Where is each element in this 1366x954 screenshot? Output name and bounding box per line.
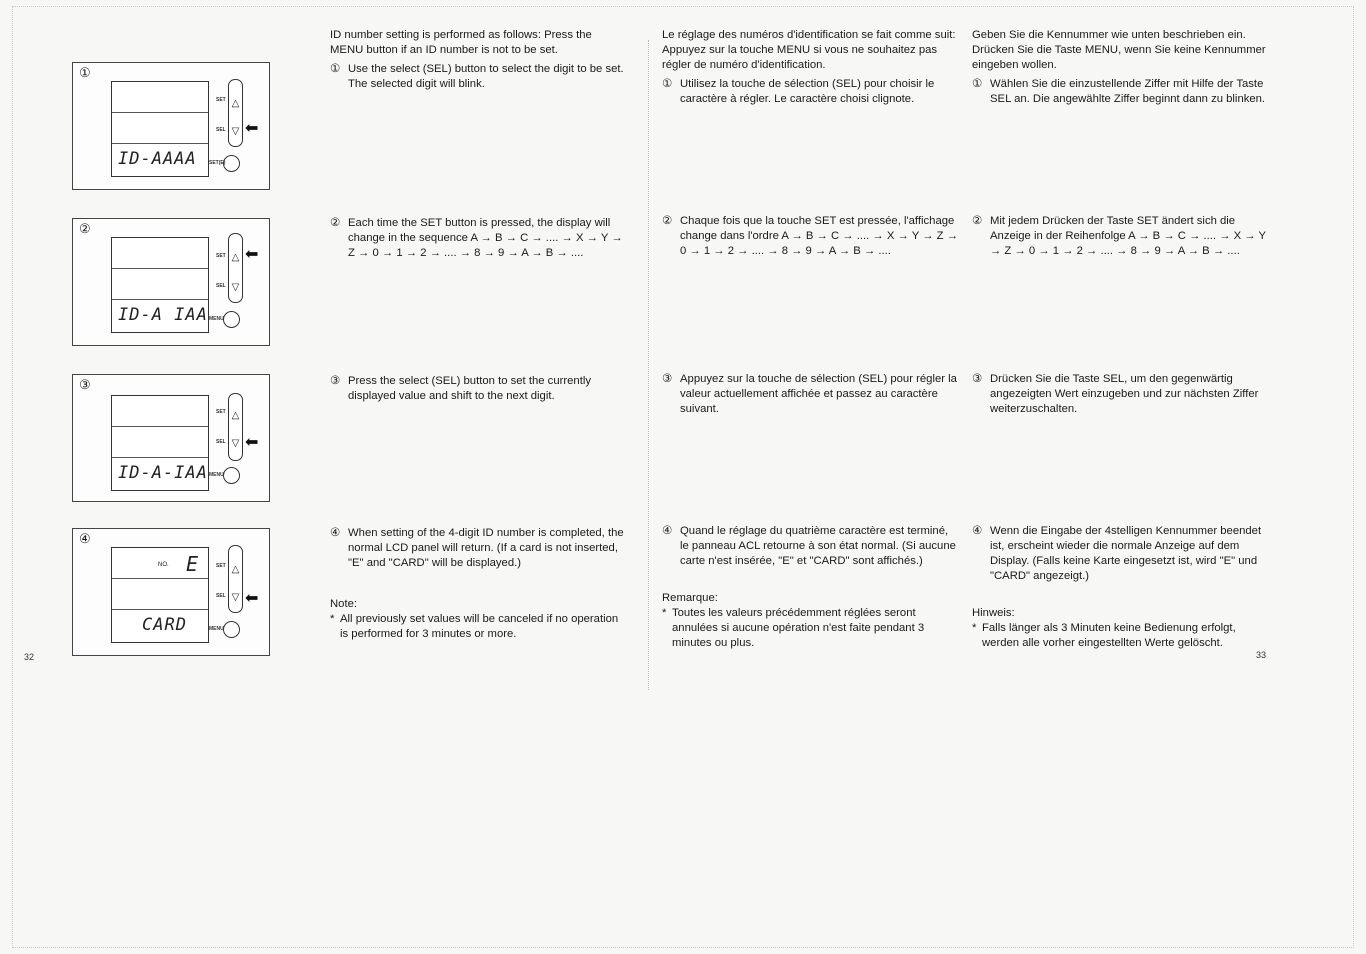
lcd-display <box>111 395 209 491</box>
note-bullet: * <box>972 622 977 634</box>
lcd-text: ID-A-IAA <box>118 463 208 483</box>
english-note: All previously set values will be canceled if no operation is performed for 3 minutes or more. <box>340 613 619 640</box>
english-note-title: Note: <box>330 598 358 610</box>
down-triangle-icon: ▽ <box>231 282 240 293</box>
english-step-3-block <box>330 374 624 404</box>
up-triangle-icon: △ <box>231 564 240 575</box>
english-column <box>330 28 624 92</box>
step-marker: ④ <box>330 527 341 539</box>
sel-label: SEL <box>216 593 226 599</box>
german-step-3-block <box>972 372 1268 417</box>
set-label: SET <box>216 563 226 569</box>
step-marker: ④ <box>972 525 983 537</box>
bottom-button[interactable] <box>223 311 240 328</box>
german-column <box>972 28 1268 107</box>
bottom-button[interactable] <box>223 621 240 638</box>
sel-label: SEL <box>216 439 226 445</box>
french-note: Toutes les valeurs précédemment réglées seront annulées si aucune opération n'est faite pendant 3 minutes ou plus. <box>672 607 925 649</box>
step-marker: ① <box>662 78 673 90</box>
english-step-1: Use the select (SEL) button to select the digit to be set. The selected digit will blink. <box>348 63 624 90</box>
figure-2 <box>72 218 270 346</box>
column-divider <box>648 40 649 690</box>
english-step-2: Each time the SET button is pressed, the display will change in the sequence A → B → C → .... → X → Y → Z → 0 → 1 → 2 → .... → 8 → 9 → A → B → .... <box>348 217 623 259</box>
step-marker: ② <box>662 215 673 227</box>
figure-1 <box>72 62 270 190</box>
set-label: SET <box>216 253 226 259</box>
german-step-1: Wählen Sie die einzustellende Ziffer mit Hilfe der Taste SEL an. Die angewählte Ziffer beginnt dann zu blinken. <box>990 78 1266 105</box>
german-step-4-block <box>972 524 1268 651</box>
bottom-button-label: SET(E) <box>209 160 226 166</box>
sel-label: SEL <box>216 127 226 133</box>
lcd-text: ID-A IAA <box>118 305 208 325</box>
german-note-title: Hinweis: <box>972 607 1015 619</box>
french-step-3-block <box>662 372 958 417</box>
set-label: SET <box>216 409 226 415</box>
french-step-4-block <box>662 524 958 651</box>
down-triangle-icon: ▽ <box>231 592 240 603</box>
french-intro: Le réglage des numéros d'identification se fait comme suit: Appuyez sur la touche MENU si vous ne souhaitez pas régler de numéro d'identification. <box>662 29 956 71</box>
up-triangle-icon: △ <box>231 410 240 421</box>
french-step-2-block <box>662 214 958 259</box>
step-marker: ② <box>330 217 341 229</box>
figure-number: ④ <box>79 531 91 546</box>
up-triangle-icon: △ <box>231 98 240 109</box>
button-panel <box>228 233 243 303</box>
left-arrow-icon: ⬅ <box>245 434 259 451</box>
set-label: SET <box>216 97 226 103</box>
button-panel <box>228 393 243 461</box>
error-indicator: E <box>186 552 199 576</box>
left-arrow-icon: ⬅ <box>245 590 259 607</box>
french-column <box>662 28 958 107</box>
german-intro: Geben Sie die Kennummer wie unten beschrieben ein. Drücken Sie die Taste MENU, wenn Sie keine Kennummer eingeben wollen. <box>972 29 1266 71</box>
english-intro: ID number setting is performed as follows: Press the MENU button if an ID number is not to be set. <box>330 29 592 56</box>
step-marker: ① <box>330 63 341 75</box>
step-marker: ③ <box>330 375 341 387</box>
sel-label: SEL <box>216 283 226 289</box>
step-marker: ④ <box>662 525 673 537</box>
french-step-3: Appuyez sur la touche de sélection (SEL) pour régler la valeur actuellement affichée et passez au caractère suivant. <box>680 373 957 415</box>
french-step-1: Utilisez la touche de sélection (SEL) pour choisir le caractère à régler. Le caractère choisi clignote. <box>680 78 935 105</box>
german-step-2: Mit jedem Drücken der Taste SET ändert sich die Anzeige in der Reihenfolge A → B → C → .... → X → Y → Z → 0 → 1 → 2 → .... → 8 → 9 → A → B → .... <box>990 215 1266 257</box>
left-arrow-icon: ⬅ <box>245 120 259 137</box>
german-note: Falls länger als 3 Minuten keine Bedienung erfolgt, werden alle vorher eingestellten Werte gelöscht. <box>982 622 1236 649</box>
english-step-4: When setting of the 4-digit ID number is completed, the normal LCD panel will return. (If a card is not inserted, "E" and "CARD" will be displayed.) <box>348 527 624 569</box>
button-panel <box>228 79 243 147</box>
left-arrow-icon: ⬅ <box>245 246 259 263</box>
english-step-4-block <box>330 526 624 642</box>
bottom-button-label: MENU <box>209 316 224 322</box>
english-step-3: Press the select (SEL) button to set the currently displayed value and shift to the next digit. <box>348 375 591 402</box>
note-bullet: * <box>330 613 335 625</box>
german-step-2-block <box>972 214 1268 259</box>
step-marker: ① <box>972 78 983 90</box>
figure-3 <box>72 374 270 502</box>
french-note-title: Remarque: <box>662 592 718 604</box>
figure-number: ③ <box>79 377 91 392</box>
note-bullet: * <box>662 607 667 619</box>
figure-number: ② <box>79 221 91 236</box>
english-step-2-block <box>330 216 624 261</box>
page-number-right: 33 <box>1256 650 1267 660</box>
french-step-4: Quand le réglage du quatrième caractère est terminé, le panneau ACL retourne à son état normal. (Si aucune carte n'est insérée, "E" et "CARD" sont affichés.) <box>680 525 956 567</box>
step-marker: ③ <box>972 373 983 385</box>
bottom-button-label: MENU <box>209 472 224 478</box>
step-marker: ② <box>972 215 983 227</box>
german-step-3: Drücken Sie die Taste SEL, um den gegenwärtig angezeigten Wert einzugeben und zur nächsten Ziffer weiterzuschalten. <box>990 373 1259 415</box>
lcd-display <box>111 237 209 333</box>
figure-number: ① <box>79 65 91 80</box>
lcd-display <box>111 81 209 177</box>
german-step-4: Wenn die Eingabe der 4stelligen Kennummer beendet ist, erscheint wieder die normale Anzeige auf dem Display. (Falls keine Karte eingesetzt ist, wird "E" und "CARD" angezeigt.) <box>990 525 1262 582</box>
button-panel <box>228 545 243 613</box>
lcd-text: CARD <box>142 615 187 635</box>
down-triangle-icon: ▽ <box>231 438 240 449</box>
french-step-2: Chaque fois que la touche SET est pressée, l'affichage change dans l'ordre A → B → C → .... → X → Y → Z → 0 → 1 → 2 → .... → 8 → 9 → A → B → .... <box>680 215 958 257</box>
bottom-button[interactable] <box>223 467 240 484</box>
lcd-display <box>111 547 209 643</box>
up-triangle-icon: △ <box>231 252 240 263</box>
no-label: NO. <box>158 562 169 568</box>
page-number-left: 32 <box>24 652 35 662</box>
bottom-button[interactable] <box>223 155 240 172</box>
step-marker: ③ <box>662 373 673 385</box>
figure-4 <box>72 528 270 656</box>
lcd-text: ID-AAAA <box>118 149 197 169</box>
bottom-button-label: MENU <box>209 626 224 632</box>
down-triangle-icon: ▽ <box>231 126 240 137</box>
